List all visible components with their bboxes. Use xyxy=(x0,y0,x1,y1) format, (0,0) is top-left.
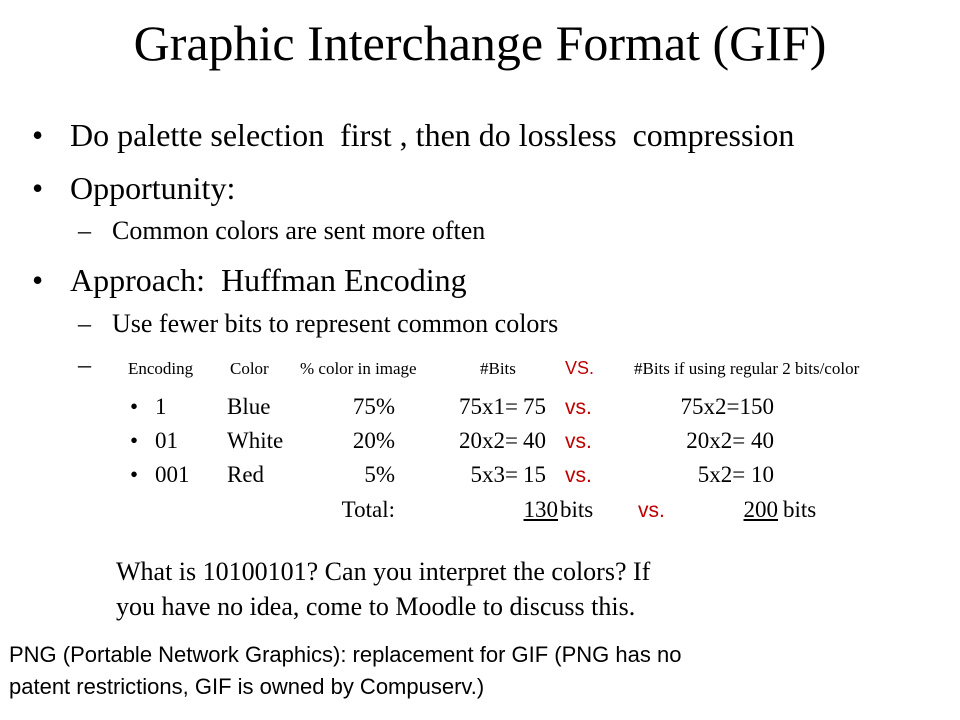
row-regular: 20x2= 40 xyxy=(686,428,774,453)
footnote-line-1: PNG (Portable Network Graphics): replacement for GIF (PNG has no xyxy=(9,642,682,667)
row-vs: vs. xyxy=(565,430,592,453)
sub-bullet-marker: – xyxy=(78,350,91,379)
row-regular: 5x2= 10 xyxy=(697,462,774,487)
row-marker: • xyxy=(130,394,139,419)
total-regular-value: 200 xyxy=(743,497,778,522)
header-pct: % color in image xyxy=(300,359,417,378)
row-bits: 75 xyxy=(523,394,546,419)
row-color: Blue xyxy=(227,394,271,419)
row-pct: 5% xyxy=(364,462,395,487)
total-label: Total: xyxy=(341,497,395,522)
row-code: 1 xyxy=(155,394,167,419)
sub-bullet-common-colors: Common colors are sent more often xyxy=(112,216,486,245)
bullet-approach: Approach: Huffman Encoding xyxy=(70,262,467,298)
total-vs: vs. xyxy=(638,499,665,522)
bullet-marker: • xyxy=(32,170,44,206)
bullet-marker: • xyxy=(32,262,44,298)
header-color: Color xyxy=(230,359,269,378)
total-regular-unit: bits xyxy=(783,497,817,522)
total-huffman-unit: bits xyxy=(560,497,594,522)
footnote-line-2: patent restrictions, GIF is owned by Compuserv.) xyxy=(9,674,485,699)
question-line-2: you have no idea, come to Moodle to discuss this. xyxy=(116,592,636,621)
sub-bullet-fewer-bits: Use fewer bits to represent common colors xyxy=(112,309,559,338)
row-bits: 40 xyxy=(523,428,546,453)
slide-title: Graphic Interchange Format (GIF) xyxy=(133,15,827,71)
row-calc: 20x2= xyxy=(459,428,518,453)
question-line-1: What is 10100101? Can you interpret the colors? If xyxy=(116,557,651,586)
row-pct: 75% xyxy=(352,394,395,419)
row-calc: 75x1= xyxy=(459,394,518,419)
sub-bullet-marker: – xyxy=(78,309,91,338)
row-marker: • xyxy=(130,462,139,487)
row-color: White xyxy=(227,428,284,453)
row-bits: 15 xyxy=(523,462,546,487)
row-color: Red xyxy=(227,462,265,487)
bullet-palette-selection: Do palette selection first , then do lossless compression xyxy=(70,117,795,153)
bullet-marker: • xyxy=(32,117,44,153)
header-bits: #Bits xyxy=(480,359,516,378)
row-marker: • xyxy=(130,428,139,453)
header-vs: VS. xyxy=(565,358,595,378)
row-calc: 5x3= xyxy=(470,462,518,487)
row-vs: vs. xyxy=(565,396,592,419)
row-code: 001 xyxy=(155,462,190,487)
row-code: 01 xyxy=(155,428,178,453)
bullet-opportunity: Opportunity: xyxy=(70,170,236,206)
total-huffman-value: 130 xyxy=(523,497,558,522)
row-pct: 20% xyxy=(352,428,395,453)
row-vs: vs. xyxy=(565,464,592,487)
header-encoding: Encoding xyxy=(128,359,194,378)
sub-bullet-marker: – xyxy=(78,216,91,245)
row-regular: 75x2=150 xyxy=(680,394,774,419)
header-regular-bits: #Bits if using regular 2 bits/color xyxy=(634,359,860,378)
